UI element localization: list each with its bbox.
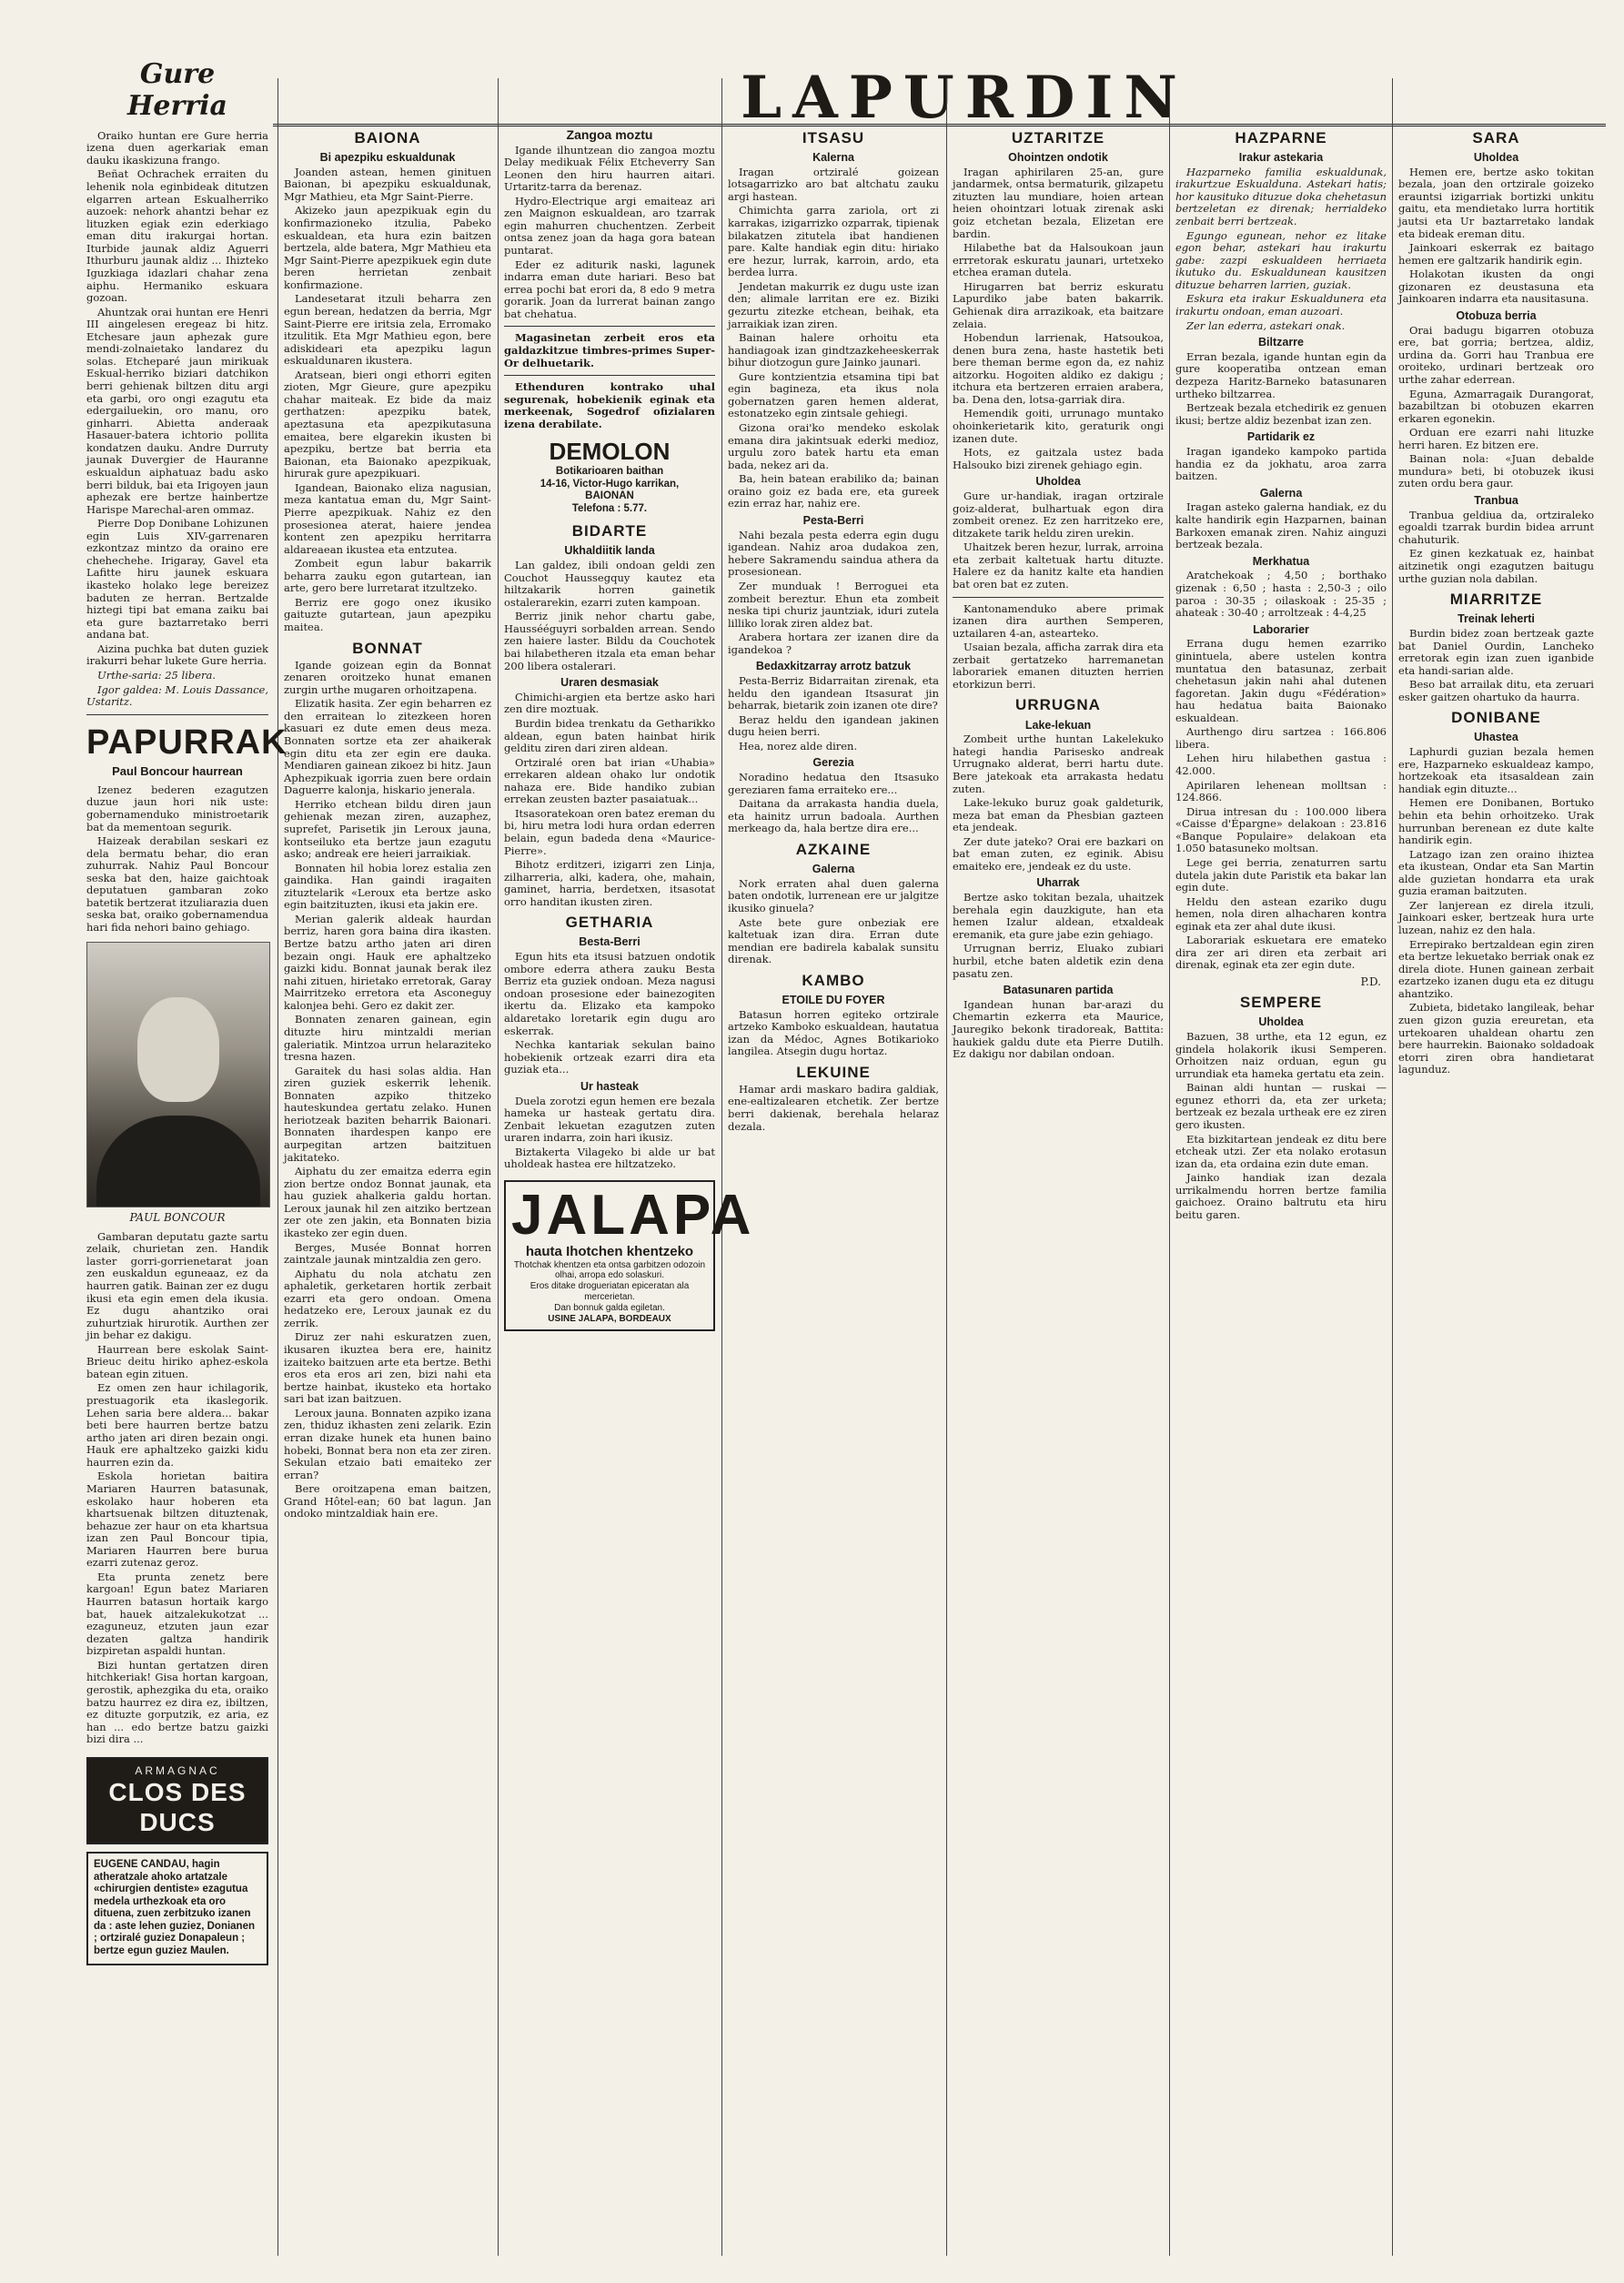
photo-caption: PAUL BONCOUR xyxy=(129,1210,226,1224)
paragraph: Herriko etchean bildu diren jaun gehienak mezan ziren, auzaphez, suprefet, Parisetik jin Leroux jauna, kontseiluko eta bertze jaun ezagutu asko; andreak ere heieri jarraikiak. xyxy=(284,797,491,861)
portrait-face xyxy=(137,997,219,1102)
subheading: Uholdea xyxy=(1473,151,1519,165)
section-heading-sempere: SEMPERE xyxy=(1239,994,1323,1012)
paragraph: Pierre Dop Donibane Lohizunen egin Luis XIV-garrenaren ezkontzaz mintzo da oraino ere chehechehe. Irigaray, Gavel eta Lafitte hiru jaunek eskuara ikasteko holako lege bereizez baduten ze herran. Bertzalde hiztegi tipi bat emana zaiku bai eta gure baztarretako berri andana bat. xyxy=(86,517,268,641)
subheading: Kalerna xyxy=(812,151,854,165)
paragraph: Duela zorotzi egun hemen ere bezala hameka ur hasteak gertatu dira. Zenbait lekuetan ezagutzen zuten uraren indarra, zoin hari ikusiz. xyxy=(504,1094,715,1145)
paragraph: Zer munduak ! Berroguei eta zombeit bereztur. Ehun eta zombeit neska tipi churiz jauntziak, iduri zutela lilliko lorak ziren aldez bat. xyxy=(728,579,939,630)
paragraph: Berriz jinik nehor chartu gabe, Haussééguyri sorbalden arrean. Sendo zen haiere laster. Bildu da Couchotek bai hilabetheren itzala eta eman behar 200 libera ostalerari. xyxy=(504,610,715,672)
section-heading-itsasu: ITSASU xyxy=(802,129,865,146)
ad-line: Telefona : 5.77. xyxy=(571,502,648,514)
divider xyxy=(504,326,715,327)
column-divider xyxy=(498,78,499,2256)
paragraph: Eta bizkitartean jendeak ez ditu bere etcheak utzi. Zer eta nolako erotasun izan da, eta ordaina ezin dute eman. xyxy=(1175,1132,1387,1170)
paragraph: Iragan asteko galerna handiak, ez du kalte handirik egin Hazparnen, bainan Barkoxen emanak ziren. Nahiz ainguzi bertzeak bezala. xyxy=(1175,500,1387,551)
ad-brand-top: ARMAGNAC xyxy=(135,1763,220,1777)
paragraph: Ez omen zen haur ichilagorik, prestuagorik eta ikaslegorik. Lehen saria bere aldera... bakar beti bere haurren bertze batzu artho jaten ari diren bezain ongi. Hauk ere aphaltzeko gaizki kidu haurren ezin da. xyxy=(86,1381,268,1469)
paragraph: Igande ilhuntzean dio zangoa moztu Delay medikuak Félix Etcheverry San Leonen den hiru haurren aitari. Urtaritz-tarra da berenaz. xyxy=(504,143,715,194)
paragraph: Oraiko huntan ere Gure herria izena duen agerkariak eman dauku ikaskizuna frango. xyxy=(86,128,268,167)
column-6 xyxy=(1175,124,1387,2256)
paragraph: Gambaran deputatu gazte sartu zelaik, churietan zen. Handik laster gorri-gorrienetarat joan zen euskaldun eguneaaz, ez da haurren gatik. Bainan zer ez dugu ikusi eta egin emen dela ikusia. Ez dugu ahantziko orai zuhurtziak hirurotik. Aurthen zer jin behar ez dakigu. xyxy=(86,1229,268,1342)
paragraph: Aizina puchka bat duten guziek irakurri behar lukete Gure herria. xyxy=(86,641,268,668)
article-byline: Paul Boncour haurrean xyxy=(112,764,243,779)
paragraph: Garaitek du hasi solas aldia. Han ziren guziek eskerrik lehenik. Bonnaten azpiko thitzeko hauteskundea gertatu zelako. Hunen heriotzeak baziten beharrik Baionari. Bonnaten ihardespen kanpo ere aurpegitan artzen baitzituen jakitateko. xyxy=(284,1064,491,1164)
paragraph: Bainan nola: «Juan debalde mundura» beti, bi otobuzek ikusi zuten ordu bera gaur. xyxy=(1398,452,1594,490)
paragraph: Lege gei berria, zenaturren sartu dutela jakin dute Paristik eta bakar lan egin dute. xyxy=(1175,855,1387,894)
paragraph: Itsasoratekoan oren batez ereman du bi, hiru metra lodi hura ordan ederren belain, egun badeda dena «Maurice-Pierre». xyxy=(504,806,715,857)
section-heading-urrugna: URRUGNA xyxy=(1015,696,1101,714)
paragraph: Zombeit urthe huntan Lakelekuko hategi handia Parisesko andreak Urrugnako alderat, berri hartu dute. Bere jatekoak eta arrakasta hedatu zuten. xyxy=(953,732,1164,795)
paragraph: Leroux jauna. Bonnaten azpiko izana zen, thiduz ikhasten zeni zelarik. Ezin erran dizake hunek eta hunen baino hobeki, Bonnat bera non eta zer ziren. Sekulan etzaio bati emaiteko zer erran? xyxy=(284,1406,491,1481)
paragraph: Berges, Musée Bonnat horren zaintzale jaunak mintzaldia zen gero. xyxy=(284,1240,491,1267)
paragraph: Igor galdea: M. Louis Dassance, Ustaritz. xyxy=(86,682,268,709)
masthead-title: LAPURDIN xyxy=(741,64,1188,132)
paragraph: Burdin bidea trenkatu da Getharikko aldean, egun baten hainbat hirik gelditu ziren dari ziren aldean. xyxy=(504,716,715,755)
paragraph: Erran bezala, igande huntan egin da gure kooperatiba ontzean eman dezpeza Haritz-Barneko batasunaren urtheko biltzarrea. xyxy=(1175,349,1387,400)
paragraph: Magasinetan zerbeit eros eta galdazkitzue timbres-primes Super-Or delhuetarik. xyxy=(504,331,715,369)
column-5 xyxy=(953,124,1164,2256)
ad-line: 14-16, Victor-Hugo karrikan, xyxy=(540,478,680,490)
ad-brand-name: CLOS DES DUCS xyxy=(108,1777,247,1836)
paragraph: Hemendik goiti, urrunago muntako ohoinkerietarik kito, geraturik ongi izanen dute. xyxy=(953,407,1164,445)
paragraph: Uhaitzek beren hezur, lurrak, arroina eta zerbait kaltetuak hartu dituzte. Halere ez da hanitz kalte eta handien bat oren bat ez zuten. xyxy=(953,540,1164,591)
paragraph: Ahuntzak orai huntan ere Henri III aingelesen eregeaz bi hitz. Etchesare jaun aphezak gure mendi-zolnaietako landarez du solas. Etcheparé jaun mirikuak Eskual-herriko biziari datchikon berri gehienak biltzen ditu argi eta garbi, oro ongi ezagutu eta edergailuekin, oro manu, oro ginharri. Abietta anderaak Hasauer-batera ichtorio pollita kondatzen dauku. Andre Durruty jaunak Duvergier de Hauranne eskualdun aiphatuaz badu asko berri bilduk, bai eta Irigoyen jaun aphezak ere bertze hainbertze Harispe Marechal-aren ommaz. xyxy=(86,305,268,516)
paragraph: Ez ginen kezkatuak ez, hainbat aitzinetik ongi ezagutzen baitugu urthe guzian nola dabilan. xyxy=(1398,547,1594,585)
divider xyxy=(86,714,268,715)
paragraph: Merian galerik aldeak haurdan berriz, haren gora baina dira ikasten. Bertze batzu artho jaten ari diren bezain ongi. Hauk ere aphaltzeko gaizki kidu. Bonnat jaunak berak ilez nahi zituen, hirietako erretorak, Garay Mairritzeko erretora eta Asconeguy kalonjea behi. Gero ez dakit zer. xyxy=(284,912,491,1012)
ad-line: USINE JALAPA, BORDEAUX xyxy=(548,1313,671,1324)
paragraph: Gure kontzientzia etsamina tipi bat egin bagineza, eta ikus nola gobernatzen garen hemen alderat, estonatzeko egin zintsale gehiegi. xyxy=(728,369,939,420)
paragraph: Aratsean, bieri ongi ethorri egiten zioten, Mgr Gieure, gure apezpiku chahar maiteak. Ez bide da maiz gerthatzen: apezpiku batek, apeztasuna eta apezpikutasuna emaitea, bere elgarekin ikusten bi apezpiku, bertze bat berria eta Baionan, eta Baionako apezpikuak, hirurak gure apezpikuari. xyxy=(284,368,491,480)
subheading: Galerna xyxy=(812,863,855,876)
column-1 xyxy=(86,55,287,2256)
paragraph: Hamar ardi maskaro badira galdiak, ene-ealtizalearen etchetik. Zer bertze berri dakienak, berehala helaraz dezala. xyxy=(728,1082,939,1133)
paragraph: Jainkoari eskerrak ez baitago hemen ere galtzarik handirik egin. xyxy=(1398,241,1594,267)
paragraph: Beso bat arrailak ditu, eta zeruari esker gaitzen ohartuko da haurra. xyxy=(1398,678,1594,703)
paragraph: Heldu den astean ezariko dugu hemen, nola diren alhacharen kontra eginak eta zer ahal dute ikusi. xyxy=(1175,894,1387,933)
ad-line: Dan bonnuk galda egiletan. xyxy=(554,1302,665,1313)
section-heading-sara: SARA xyxy=(1472,129,1520,146)
paragraph: Bonnaten hil hobia lorez estalia zen gaindika. Han gaindi iragaiten zituztelarik «Leroux eta bertze asko egin baitzituzten, ikusi eta jakin ere. xyxy=(284,861,491,912)
paragraph: Chimichi-argien eta bertze asko hari zen dire moztuak. xyxy=(504,690,715,716)
paragraph: Beraz heldu den igandean jakinen dugu heien berri. xyxy=(728,712,939,739)
subheading: Otobuza berria xyxy=(1456,308,1537,322)
paragraph: Iragan ortziralé goizean lotsagarrizko aro bat altchatu zauku argi hastean. xyxy=(728,165,939,203)
paragraph: Bizi huntan gertatzen diren hitchkeriak! Gisa hortan kargoan, gerostik, aphezgika du eta, oraiko batzu haurrez ez dira ez, ibiltzen, ez dituzte gorputzik, ez aria, ez han ... edo bertze batzu gaizki bizi dira ... xyxy=(86,1658,268,1746)
paragraph: Aratchekoak ; 4,50 ; borthako gizenak : 6,50 ; hasta : 2,50-3 ; oilo paroa : 30-35 ; oilaskoak : 25-35 ; ahateak : 30-40 ; arroltzeak : 4-4,25 xyxy=(1175,569,1387,620)
paragraph: Igandean, Baionako eliza nagusian, meza kantatua eman du, Mgr Saint-Pierre apezpikuak. Nahiz ez den prosesionea aterat, haiere jendea kontent zen apezpiku herritarra aldareaean ikustea eta entzutea. xyxy=(284,480,491,556)
subheading: Ur hasteak xyxy=(580,1079,639,1093)
paragraph: Hazparneko familia eskualdunak, irakurtzue Eskualduna. Astekari hatis; hor kausituko dituzue doka chehetasun bertzeletan ez direnak; herrialdeko zenbait berri bertzeak. xyxy=(1175,165,1387,228)
section-heading-donibane: DONIBANE xyxy=(1451,709,1541,727)
column-4 xyxy=(728,124,939,2256)
subheading: Besta-Berri xyxy=(579,935,641,949)
subheading: Ukhaldiitik landa xyxy=(564,544,655,558)
paragraph: Laphurdi guzian bezala hemen ere, Hazparneko eskualdeaz kampo, hortzekoak eta itsasaldean zain handiak egin dituzte... xyxy=(1398,745,1594,795)
subheading: Partidarik ez xyxy=(1246,430,1316,444)
subheading: Uharrak xyxy=(1036,876,1080,890)
ad-line: Thotchak khentzen eta ontsa garbitzen odozoin olhai, arropa edo solaskuri. xyxy=(513,1259,706,1281)
paragraph: Bere oroitzapena eman baitzen, Grand Hôtel-ean; 60 bat lagun. Jan ondoko mintzaldiak hain ere. xyxy=(284,1482,491,1520)
paragraph: Hydro-Electrique argi emaiteaz ari zen Maignon eskualdean, aro tzarrak egin mahurren chuchentzen. Zerbeit ontsa zenez joan da haga gora batean puntarat. xyxy=(504,194,715,258)
paragraph: Zer lanjerean ez direla itzuli, Jainkoari esker, bertzeak hura urte luzean, nahiz ez den hala. xyxy=(1398,898,1594,937)
column-divider xyxy=(1169,78,1170,2256)
subheading: Lake-lekuan xyxy=(1024,718,1092,732)
ad-line: Botikarioaren baithan xyxy=(555,466,664,477)
subheading: Galerna xyxy=(1259,486,1303,500)
papurrak-heading: PAPURRAK xyxy=(86,722,287,762)
subheading: Ohointzen ondotik xyxy=(1008,151,1108,165)
paragraph: Eskola horietan baitira Mariaren Haurren batasunak, eskolako haur hoberen eta khartsuenak biltzen dituztenak, behazue zer haur on eta khartsua izan zen Paul Boncour tipia, Mariaren Haurren bere burua ezarri zutenaz geroz. xyxy=(86,1470,268,1570)
paragraph: Joanden astean, hemen ginituen Baionan, bi apezpiku eskualdunak, Mgr Mathieu, eta Mgr Saint-Pierre. xyxy=(284,165,491,203)
section-heading-uztaritze: UZTARITZE xyxy=(1011,129,1105,146)
paragraph: Bainan aldi huntan — ruskai — egunez ethorri da, eta zer urketa; bertzeak ez bezala urtheak ere ez ziren gero ikusten. xyxy=(1175,1081,1387,1131)
section-heading-hazparne: HAZPARNE xyxy=(1235,129,1327,146)
paragraph: Nork erraten ahal duen galerna baten ondotik, lurrenean ere ur jalgitze ikusiko ginuela? xyxy=(728,876,939,914)
paragraph: Dirua intresan du : 100.000 libera «Caisse d'Épargne» delakoan : 23.816 «Banque Populaire» delakoan eta 1.050 batasuneko moltsan. xyxy=(1175,804,1387,855)
paragraph: Izenez bederen ezagutzen duzue jaun hori nik uste: gobernamenduko ministroetarik bat da mementoan segurik. xyxy=(86,783,268,833)
paragraph: Biztakerta Vilageko bi alde ur bat uholdeak hastea ere hiltzatzeko. xyxy=(504,1145,715,1171)
section-heading-baiona: BAIONA xyxy=(354,129,421,146)
section-heading-lekuine: LEKUINE xyxy=(796,1063,871,1081)
paragraph: Akizeko jaun apezpikuak egin du konfirmazioneko itzulia, Pabeko eskualdean, eta hura ezin baitzen bertzela, alde batera, Mgr Mathieu eta Mgr Saint-Pierre apezpikuek egin dute beren herrietan zenbait konfirmazione. xyxy=(284,204,491,291)
paragraph: Pesta-Berriz Bidarraitan zirenak, eta heldu den igandean Itsasurat jin beharrak, bietarik zoin izanen ote dire? xyxy=(728,674,939,712)
paragraph: Eta prunta zenetz bere kargoan! Egun batez Mariaren Haurren batasun hortaik kargo bat, hauek aitzalekukotzat ... ezaguneuz, etzuten jaun ezar dezaten galtza handirik bizpiretan aspaldi huntan. xyxy=(86,1570,268,1658)
paragraph: Lan galdez, ibili ondoan geldi zen Couchot Haussegquy kautez eta hiltzakarik horren gainetik ostalerarekin, ezarri zuten kampoan. xyxy=(504,559,715,609)
paragraph: Hirugarren bat berriz eskuratu Lapurdiko jabe baten bakarrik. Gehienak dira arrazikoak, eta baitzare zelaia. xyxy=(953,279,1164,330)
paragraph: Beñat Ochrachek erraiten du lehenik nola eginbideak ditutzen elgarren artean Eskualherriko auzoek: nehork ahantzi behar ez lituzken egiak ezin ederkiago eman ditu irakurgai hortan. Iturbide jaunak aldiz Aguerri Ithurburu jaunak aldiz ... Ihizteko Iguzkiaga idazlari chahar zena aiphu. Hermaniko eskuara gozoan. xyxy=(86,167,268,305)
section-heading-kambo: KAMBO xyxy=(802,971,865,989)
paragraph: Chimichta garra zariola, ort zi karrakas, izigarrizko ozparrak, tipienak bilakatzen zitutela ibat handienen pare. Kalte handiak egin ditu: hiriako ere hezur, lurrak, karroin, ardo, eta berdea lurra. xyxy=(728,204,939,279)
subheading: Bi apezpiku eskualdunak xyxy=(319,151,456,165)
paragraph: Errana dugu hemen ezarriko ginintuela, abere ustelen kontra muntatua den batasunaz, zerbait chehetasun jakin nahi ahal dutenen fagoretan. Jakin dugu «Fédération» hau hedatua baita Baionako eskualdean. xyxy=(1175,637,1387,724)
paragraph: Bonnaten zenaren gainean, egin dituzte hiru mintzaldi merian galeriatik. Mintzoa urrun helaraziteko tresna hazen. xyxy=(284,1013,491,1064)
column-2 xyxy=(284,124,491,2256)
subheading: ETOILE DU FOYER xyxy=(782,993,885,1006)
subheading: Tranbua xyxy=(1474,494,1518,508)
paragraph: Apirilaren lehenean molltsan : 124.866. xyxy=(1175,778,1387,804)
paragraph: Bazuen, 38 urthe, eta 12 egun, ez gindela holakorik ikusi Semperen. Orhoitzen naiz orduan, egun gu urrundiak eta hameka gertatu eta zein. xyxy=(1175,1030,1387,1080)
paragraph: Daitana da arrakasta handia duela, eta hainitz urrun badoala. Aurthen merkeago da, hala bertze dira ere... xyxy=(728,797,939,835)
paragraph: Igandean hunan bar-arazi du Chemartin ezkerra eta Maurice, Jauregiko bekonk tiradoreak, Battita: haukiek galdu dute eta Pierre Dutilh. Ez dakigu nor dabilan ondoan. xyxy=(953,997,1164,1061)
subheading: Batasunaren partida xyxy=(1003,984,1114,997)
paragraph: Egungo egunean, nehor ez litake egon behar, astekari hau irakurtu gabe: zazpi eskualdeen herriaeta ikutuko du. Eskualdunean kausitzen dituzue beharren larrien, guziak. xyxy=(1175,228,1387,291)
paragraph: Bertze asko tokitan bezala, uhaitzek berehala egin dauzkigute, han eta hemen Izalur aldean, etxaldeak eremanik, eta gure jabe ezin gehiago. xyxy=(953,891,1164,941)
portrait-photo xyxy=(86,942,270,1207)
subheading: Pesta-Berri xyxy=(802,513,864,527)
paragraph: Nechka kantariak sekulan baino hobekienik ortzeak ezarri dira eta guziak eta... xyxy=(504,1038,715,1076)
subheading: Biltzarre xyxy=(1257,336,1305,349)
paragraph: Eguna, Azmarragaik Durangorat, bazabiltzan bi otobuzen ekarren erkaren egonekin. xyxy=(1398,387,1594,425)
ad-name: DEMOLON xyxy=(549,438,671,466)
subheading: Uraren desmasiak xyxy=(560,676,659,690)
paragraph: Haizeak derabilan seskari ez dela bermatu behar, dio eran zuhurrak. Nahiz Paul Boncour seska bat den, haize gaichtoak deputatuen gambaran zoko batetik bertzerat itzuliarazia duen seska bat, oraiko gobernamendua hari fida nehori baino gehiago. xyxy=(86,834,268,934)
ad-name: JALAPA xyxy=(511,1183,755,1247)
dentist-advertisement: EUGENE CANDAU, hagin atheratzale ahoko artatzale «chirurgien dentiste» ezagutua medela urthezkoak eta oro dituena, zuen zerbitzuko izanen da : aste lehen guziez, Donianen ; ortziralé guziez Donapaleun ; bertze egun guziez Maulen. xyxy=(86,1852,268,1965)
subheading: Uholdea xyxy=(1035,475,1081,489)
paragraph: Hemen ere Donibanen, Bortuko behin eta behin orhoitzeko. Urak hurrunban berenean ez dute kalte handirik egin. xyxy=(1398,796,1594,847)
subheading: Irakur astekaria xyxy=(1238,151,1324,165)
section-heading-getharia: GETHARIA xyxy=(565,914,654,932)
subheading: Laborarier xyxy=(1253,622,1309,636)
paragraph: Hea, norez alde diren. xyxy=(739,739,858,753)
paragraph: Hemen ere, bertze asko tokitan bezala, joan den ortzirale goizeko erauntsi izigarriak bortizki unkitu gaitu, eta mendietako lurra hortitik jautsi eta Ur baztarretako landak eta bideak ereman ditu. xyxy=(1398,165,1594,240)
paragraph: Gure ur-handiak, iragan ortzirale goiz-alderat, bulhartuak egon dira zombeit orenez. Ez zen harritzeko ere, ditzakete tarik heldu ziren urekin. xyxy=(953,490,1164,540)
paragraph: Zombeit egun labur bakarrik beharra zauku egon gutartean, ian arte, gero bere lurretarat itzultzeko. xyxy=(284,557,491,595)
section-heading-bonnat: BONNAT xyxy=(352,639,423,657)
paragraph: Latzago izan zen oraino ihiztea eta ikustean, Ondar eta San Martin alde guzietan hondarra eta urak guzia eraman baitzuten. xyxy=(1398,847,1594,898)
jalapa-advertisement xyxy=(504,1180,755,1331)
paragraph: Tranbua geldiua da, ortziraleko egoaldi tzarrak burdin bidea arrunt chahuturik. xyxy=(1398,508,1594,546)
paragraph: Arabera hortara zer izanen dire da igandekoa ? xyxy=(728,631,939,656)
paragraph: Ethenduren kontrako uhal segurenak, hobekienik eginak eta merkeenak, Sogedrof ofizialaren izena derabilate. xyxy=(504,380,715,430)
paragraph: Bertzeak bezala etchedirik ez genuen ikusi; bertze aldiz bezenbat izan zen. xyxy=(1175,401,1387,427)
subheading: Uhastea xyxy=(1474,731,1518,744)
portrait-suit xyxy=(96,1116,260,1207)
ad-tagline: hauta Ihotchen khentzeko xyxy=(525,1243,694,1259)
paragraph: Eskura eta irakur Eskualdunera eta irakurtu ondoan, eman auzoari. xyxy=(1175,292,1387,318)
column-7 xyxy=(1398,124,1594,2256)
paragraph: Hobendun larrienak, Hatsoukoa, denen bura zena, haste hastetik beti bere theman berme egon da, ez nahiz aitzorku. Hogoiten aldiko ez dakigu ; itchura eta bertzeren erraien arabera, ba. Dena den, lotsa-garriak dira. xyxy=(953,331,1164,406)
paragraph: Aiphatu du zer emaitza ederra egin zion bertze ondoz Bonnat jaunak, eta hau guziek ahalkeria galdu hortan. Leroux jaunak hil zen aitziko bertzean zer ote zen jakin, eta Bonnaten bizia ikasteko zer egin duen. xyxy=(284,1165,491,1239)
paragraph: Aurthengo diru sartzea : 166.806 libera. xyxy=(1175,725,1387,751)
column-divider xyxy=(946,78,947,2256)
paragraph: Iragan aphirilaren 25-an, gure jandarmek, ontsa bermaturik, gilzapetu zituzten lau mundiare, hoien artean heien ohointzari lotuak zirenak aski goiz etchetan bezala, Elizetan ere bardin. xyxy=(953,165,1164,240)
section-heading-bidarte: BIDARTE xyxy=(571,522,648,540)
paragraph: Zubieta, bidetako langileak, behar zuen gizon guzia ereuretan, eta urtekoaren uhaldean ohartu zen bere haurrekin. Baionako soldadoak etorri ziren obra handietarat lagunduz. xyxy=(1398,1001,1594,1076)
paragraph: Burdin bidez zoan bertzeak gazte bat Daniel Ourdin, Lancheko erretorak egin izan zuen iganbide eta handi-sarian alde. xyxy=(1398,626,1594,677)
paragraph: Aiphatu du nola atchatu zen aphaletik, gerketaren hortik zerbait ezarri eta gero ondoan. Omena hedatzeko ere, Leroux jaunak ez du zerrik. xyxy=(284,1267,491,1329)
paragraph: Orduan ere ezarri nahi lituzke herri haren. Ez bitzen ere. xyxy=(1398,426,1594,451)
ad-line: Eros ditake drogueriatan epiceratan ala mercerietan. xyxy=(530,1281,690,1303)
paragraph: Jendetan makurrik ez dugu uste izan den; alimale larritan ere ez. Biziki gezurtu zitezke etchean, beihak, eta jarraikiak izan ziren. xyxy=(728,279,939,330)
paragraph: Noradino hedatua den Itsasuko gereziaren fama erraiteko ere... xyxy=(728,771,939,796)
column-divider xyxy=(721,78,722,2256)
paragraph: Landesetarat itzuli beharra zen egun berean, hedatzen da berria, Mgr Saint-Pierre ere iritsia zela, Erromako itzulitik. Eta Mgr Mathieu egon, bere adiskideari eta apezpiku lagun eskualdunaren ikustera. xyxy=(284,292,491,368)
paragraph: Urrugnan berriz, Eluako zubiari hurbil, etche baten aldetik ezin dena pasatu zen. xyxy=(953,942,1164,980)
subheading: Zangoa moztu xyxy=(566,127,653,142)
paragraph: Errepirako bertzaldean egin ziren eta bertze lekuetako berriak onak ez direla diote. Hunen gainean zerbait ezartzeko izanen dugu eta ez ditugu ahantziko. xyxy=(1398,937,1594,1000)
paragraph: Bihotz erditzeri, izigarri zen Linja, zilharreria, alki, kadera, ohe, mahain, gaminet, harria, berdetxen, itsasotat orro handitan ikusten ziren. xyxy=(504,858,715,908)
divider xyxy=(953,597,1164,598)
paragraph: Usaian bezala, afficha zarrak dira eta zerbait gertatzeko harremanetan laborariek emanen dituzten herrien etorkizun berri. xyxy=(953,641,1164,691)
subheading: Treinak leherti xyxy=(1458,612,1535,626)
column-3 xyxy=(504,124,755,2256)
paragraph: Ortziralé oren bat irian «Uhabia» errekaren aldean ohako lur ondotik nahaza ere. Bide handiko zubian errekan zeusten bazter pasaiatuak... xyxy=(504,755,715,806)
paragraph: Diruz zer nahi eskuratzen zuen, ikusaren ikuztea bera ere, hainitz izaiteko baitzuen arte eta bertze. Bethi eros eta eros ari zen, bizi nahi eta bertze hainbat, ikusteko eta hortako sari bat izan baitzuen. xyxy=(284,1330,491,1406)
paragraph: Ba, hein batean erabiliko da; bainan oraino goiz ez bada ere, eta gureek ezin erraz har, nahiz ere. xyxy=(728,472,939,510)
column-divider xyxy=(277,78,278,2256)
paragraph: Laborariak eskuetara ere emateko dira zer ari diren eta zerbait ari direnak, eginak eta zer egin dute. xyxy=(1175,934,1387,972)
paragraph: Orai badugu bigarren otobuza ere, bat gorria; bertzea, aldiz, urdina da. Gorri hau Tranbua ere oroiteko, urdinari bertzeak oro urthe zahar ederrean. xyxy=(1398,323,1594,386)
section-heading-azkaine: AZKAINE xyxy=(795,841,872,859)
subheading: Merkhatua xyxy=(1252,554,1310,568)
paragraph: Aste bete gure onbeziak ere kaltetuak izan dira. Erran dute mendian ere badirela kabalak sunsitu direnak. xyxy=(728,915,939,966)
ad-line: BAIONAN xyxy=(585,490,634,502)
paragraph: Hots, ez gaitzala ustez bada Halsouko bizi zirenek gehiago egin. xyxy=(953,446,1164,471)
paragraph: Eder ez aditurik naski, lagunek indarra eman dute hariari. Beso bat errea pochi bat erori da, 8 edo 9 metra gorarik. Joan da lurrerat bainan zango bat chehatua. xyxy=(504,258,715,320)
paragraph: Berriz ere gogo onez ikusiko gaituzte gutartean, jaun apezpiku maitea. xyxy=(284,595,491,634)
paragraph: Nahi bezala pesta ederra egin dugu igandean. Nahiz aroa dudakoa zen, hebere Sakramendu saindua athera da prosesionean. xyxy=(728,528,939,579)
paragraph: Zer lan ederra, astekari onak. xyxy=(1186,318,1346,332)
divider xyxy=(504,375,715,376)
paragraph: Jainko handiak izan dezala urrikalmendu horren bertze familia gaichoez. Oraino baltrutu eta hiru beitu garen. xyxy=(1175,1171,1387,1221)
subheading: Gerezia xyxy=(812,756,854,770)
paragraph: Lake-lekuko buruz goak galdeturik, meza bat eman da Phesbian gazteen eta jendeak. xyxy=(953,796,1164,834)
paragraph: Gizona orai'ko mendeko eskolak emana dira jakintsuak ederki medioz, urgulu zoro batek hartu eta eman bada, nekez ari da. xyxy=(728,421,939,471)
paragraph: Lehen hiru hilabethen gastua : 42.000. xyxy=(1175,752,1387,778)
section-heading-miarritze: MIARRITZE xyxy=(1449,591,1543,609)
paragraph: Batasun horren egiteko ortzirale artzeko Kamboko eskualdean, hautatua izan da Médoc, Agnes Botikarioko langilea. Atsegin dugu hortaz. xyxy=(728,1007,939,1058)
paragraph: Egun hits eta itsusi batzuen ondotik ombore ederra athera zauku Besta Berriz eta guziek ondoan. Meza nagusi ondoan prosesione eder bainezogiten ikertu da. Elizako eta kampoko aldaretako loretarik egin dugu aro eskerrak. xyxy=(504,950,715,1037)
author-signature: P.D. xyxy=(1360,975,1381,989)
paragraph: Bainan halere orhoitu eta handiagoak izan gindtzazkeheeskerrak bihur diotzogun gure Jainko jaunari. xyxy=(728,331,939,369)
paragraph: Iragan igandeko kampoko partida handia ez da jokhatu, aroa zarra baitzen. xyxy=(1175,444,1387,483)
paragraph: Kantonamenduko abere primak izanen dira aurthen Semperen, uztailaren 4-an, astearteko. xyxy=(953,601,1164,640)
armagnac-advertisement xyxy=(86,1757,268,1844)
gure-herria-heading: Gure Herria xyxy=(127,58,227,123)
paragraph: Igande goizean egin da Bonnat zenaren oroitzeko hunat emanen zurgin urthe mugaren orhoitzapena. xyxy=(284,658,491,696)
paragraph: Haurrean bere eskolak Saint-Brieuc deitu hiriko aphez-eskola batean egin zituen. xyxy=(86,1342,268,1380)
subheading: Uholdea xyxy=(1258,1015,1304,1029)
paragraph: Urthe-saria: 25 libera. xyxy=(97,668,217,682)
demolon-advertisement xyxy=(504,438,715,515)
subheading: Bedaxkitzarray arrotz batzuk xyxy=(755,660,912,673)
column-divider xyxy=(1392,78,1393,2256)
paragraph: Zer dute jateko? Orai ere bazkari on bat eman zuten, ez eginik. Abisu emaiteko ere, jendeak ez du uste. xyxy=(953,834,1164,873)
paragraph: Holakotan ikusten da ongi gizonaren ez deustasuna eta Jainkoaren indarra eta nausitasuna. xyxy=(1398,268,1594,306)
paragraph: Elizatik hasita. Zer egin beharren ez den erraitean lo zitezkeen horen kasuari ez dute emen deus meza. Bonnaten sortze eta zer ahaikerak egin ditu eta zer egin ere dauka. Mendiaren gainean zikoez bi hitz. Jaun Aphezpikuak igorria zuen bere ordain Daguerre kalonja, hiskario jenerala. xyxy=(284,697,491,797)
paragraph: Hilabethe bat da Halsoukoan jaun errretorak eskuratu jaunari, urtetxeko etchea eraman dutela. xyxy=(953,241,1164,279)
